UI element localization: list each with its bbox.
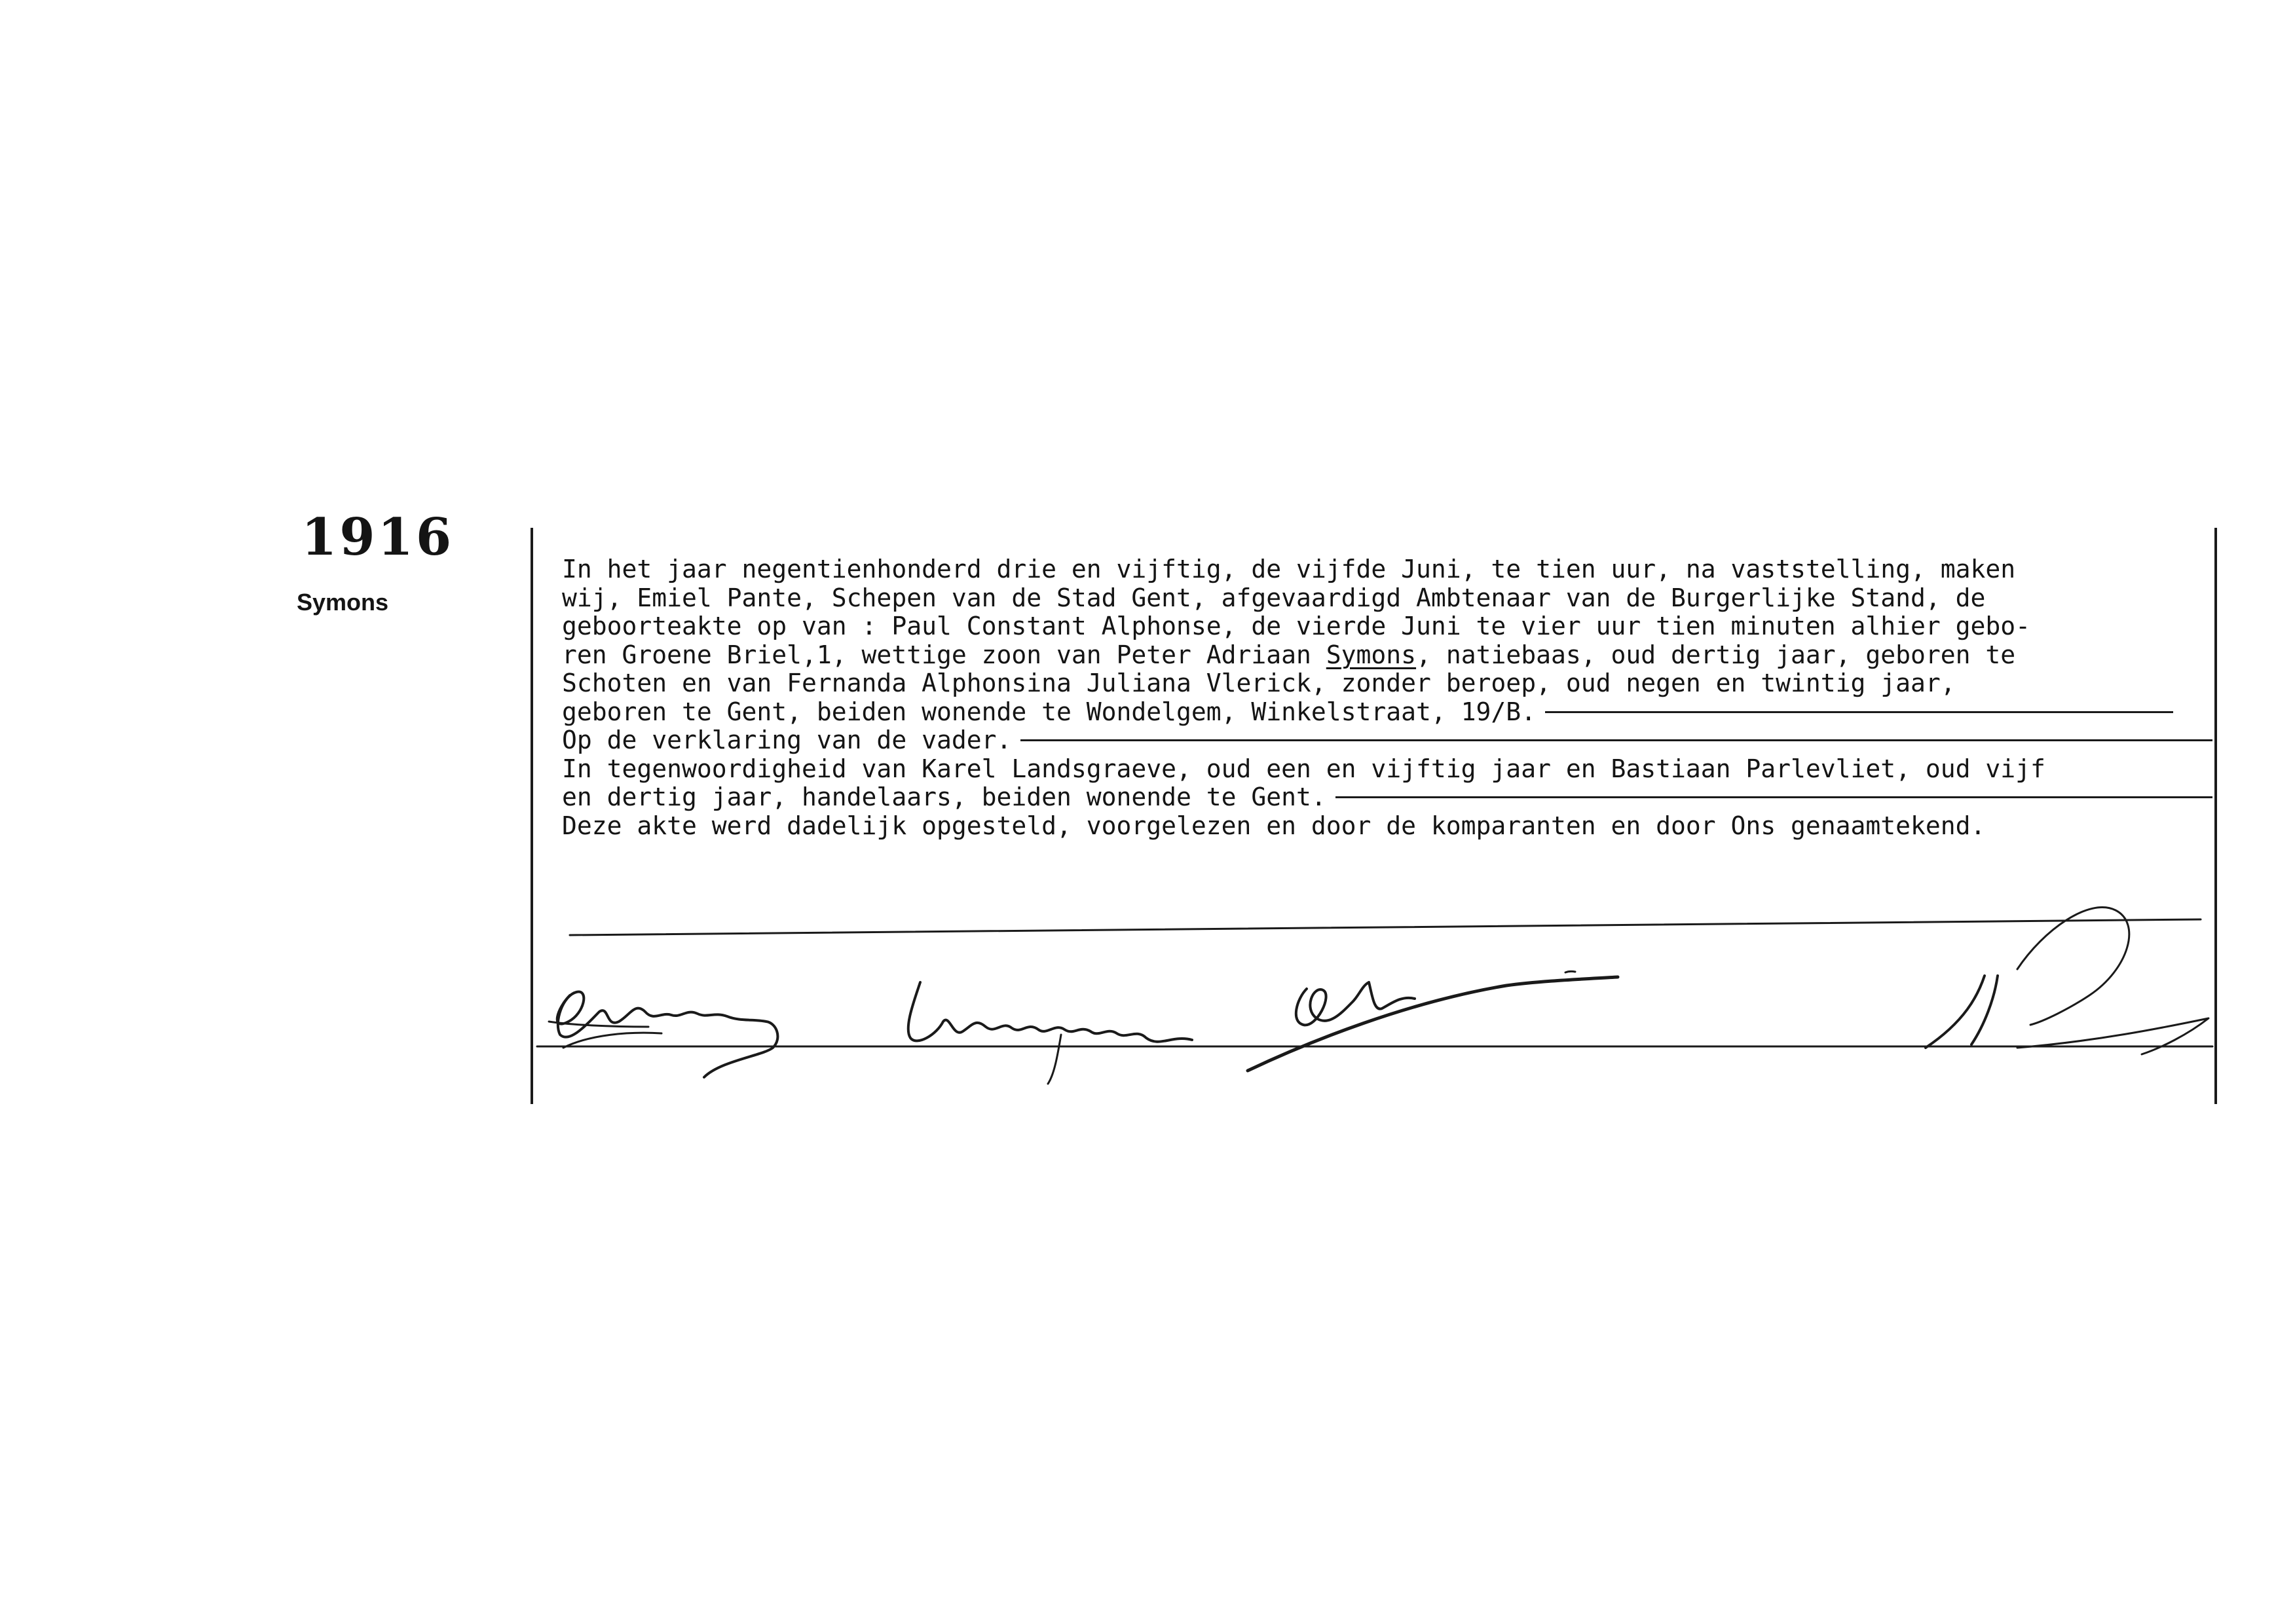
deed-line xyxy=(562,812,2212,841)
deed-line xyxy=(562,669,2212,698)
deed-line xyxy=(562,641,2212,670)
deed-line-text: ren Groene Briel,1, wettige zoon van Peter Adriaan xyxy=(562,640,1326,669)
signature-witness-parlevliet xyxy=(1248,971,1618,1071)
deed-line-text: Deze akte werd dadelijk opgesteld, voorgelezen en door de komparanten en door Ons genaamtekend. xyxy=(562,811,1986,840)
deed-line xyxy=(562,726,2212,755)
deed-line-text: Op de verklaring van de vader. xyxy=(562,726,1012,754)
deed-line-text: Schoten en van Fernanda Alphonsina Juliana Vlerick, zonder beroep, oud negen en twintig jaar, xyxy=(562,669,1956,697)
father-surname-underlined: Symons xyxy=(1326,640,1417,669)
deed-line-text: geboren te Gent, beiden wonende te Wondelgem, Winkelstraat, 19/B. xyxy=(562,697,1537,726)
deed-line-text: en dertig jaar, handelaars, beiden wonende te Gent. xyxy=(562,783,1326,811)
deed-text-block xyxy=(562,555,2212,840)
deed-line xyxy=(562,783,2212,812)
deed-line xyxy=(562,698,2212,727)
right-border-rule xyxy=(2214,528,2217,1104)
record-surname: Symons xyxy=(297,589,389,616)
closing-rule xyxy=(570,919,2201,935)
signature-father xyxy=(549,992,777,1077)
deed-line-text: wij, Emiel Pante, Schepen van de Stad Gent, afgevaardigd Ambtenaar van de Burgerlijke Stand, de xyxy=(562,583,1986,612)
signature-official xyxy=(1926,908,2209,1054)
signature-witness-landsgraeve xyxy=(908,982,1192,1084)
filler-dash xyxy=(1020,739,2212,741)
deed-line xyxy=(562,612,2212,641)
deed-line-text: geboorteakte op van : Paul Constant Alphonse, de vierde Juni te vier uur tien minuten alhier gebo- xyxy=(562,612,2031,640)
deed-line xyxy=(562,584,2212,613)
deed-line xyxy=(562,555,2212,584)
record-year: 1916 xyxy=(301,507,455,567)
deed-line-text: , natiebaas, oud dertig jaar, geboren te xyxy=(1416,640,2016,669)
deed-line-text: In het jaar negentienhonderd drie en vijftig, de vijfde Juni, te tien uur, na vaststelling, maken xyxy=(562,555,2016,583)
filler-dash xyxy=(1545,711,2173,713)
left-border-rule xyxy=(531,528,533,1104)
deed-line xyxy=(562,755,2212,784)
deed-line-text: In tegenwoordigheid van Karel Landsgraeve, oud een en vijftig jaar en Bastiaan Parlevliet, oud vijf xyxy=(562,754,2045,783)
filler-dash xyxy=(1335,796,2212,798)
